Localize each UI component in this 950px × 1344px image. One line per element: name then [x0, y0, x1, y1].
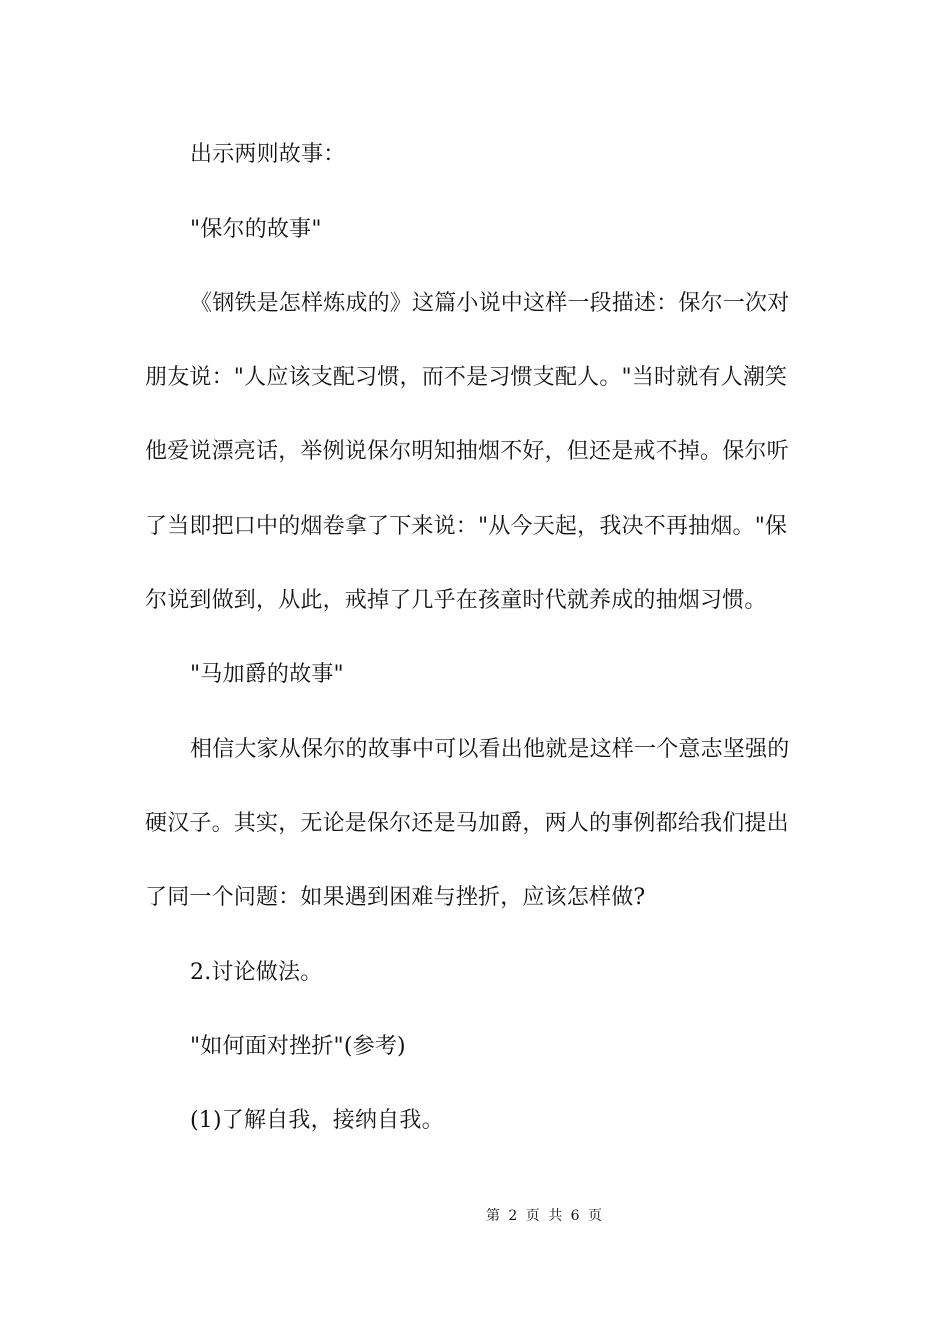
paragraph-line: 《钢铁是怎样炼成的》这篇小说中这样一段描述：保尔一次对 — [190, 291, 790, 316]
page-number-footer: 第 2 页 共 6 页 — [485, 1208, 605, 1224]
paragraph-line: 朋友说："人应该支配习惯，而不是习惯支配人。"当时就有人潮笑 — [145, 365, 788, 390]
paragraph-line: 了同一个问题：如果遇到困难与挫折，应该怎样做? — [145, 885, 646, 910]
story-heading-paul: "保尔的故事" — [190, 217, 322, 242]
paragraph-line: 尔说到做到，从此，戒掉了几乎在孩童时代就养成的抽烟习惯。 — [145, 588, 767, 613]
story-heading-ma: "马加爵的故事" — [190, 662, 344, 687]
paragraph-line: 他爱说漂亮话，举例说保尔明知抽烟不好，但还是戒不掉。保尔听 — [145, 439, 789, 464]
paragraph-line: 硬汉子。其实，无论是保尔还是马加爵，两人的事例都给我们提出 — [145, 811, 789, 836]
reference-heading: "如何面对挫折"(参考) — [190, 1034, 406, 1059]
paragraph-line: 了当即把口中的烟卷拿了下来说："从今天起，我决不再抽烟。"保 — [145, 514, 788, 539]
section-heading-discussion: 2.讨论做法。 — [190, 960, 323, 985]
text-line-intro: 出示两则故事： — [190, 142, 346, 167]
list-item: (1)了解自我，接纳自我。 — [190, 1108, 444, 1133]
paragraph-line: 相信大家从保尔的故事中可以看出他就是这样一个意志坚强的 — [190, 737, 790, 762]
